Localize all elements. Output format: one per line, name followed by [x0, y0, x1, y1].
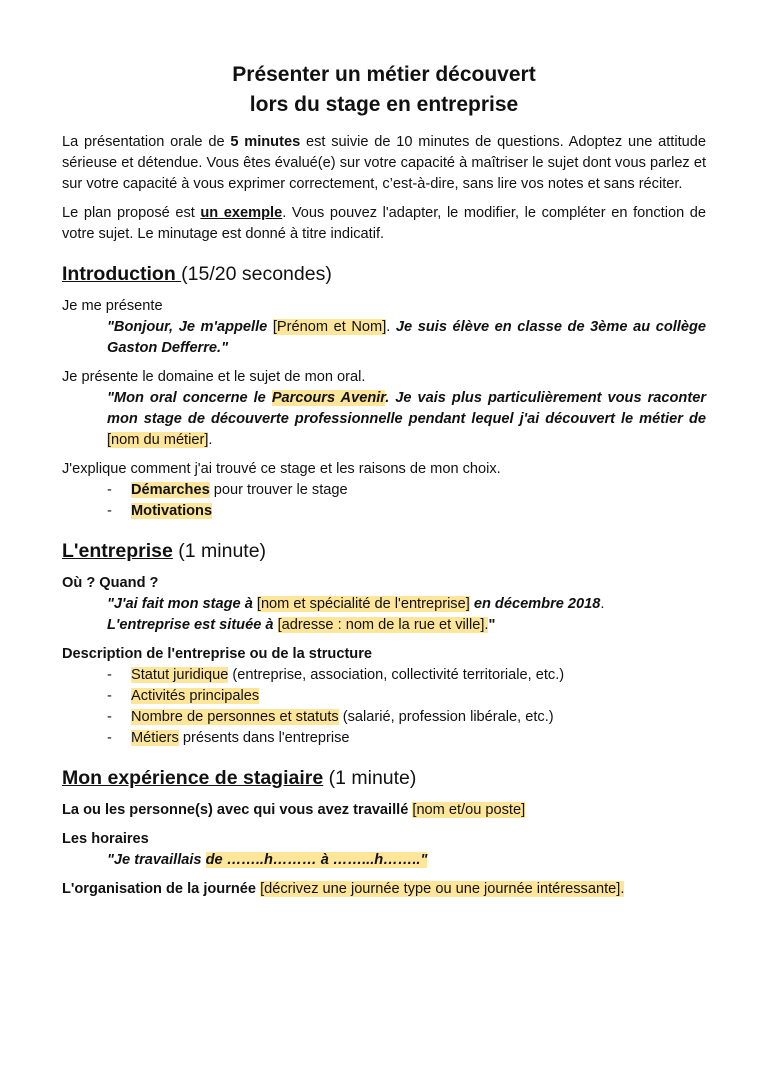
- quote-text: .: [600, 596, 605, 612]
- intro-step-1-quote: [107, 317, 706, 359]
- intro-step-2-quote: [107, 388, 706, 451]
- company-quote-line-1: [107, 594, 706, 615]
- experience-hours-label: Les horaires: [62, 831, 149, 847]
- experience-hours-quote: [107, 850, 706, 871]
- quote-text: "Je travaillais: [107, 852, 206, 868]
- placeholder-highlight: de ……..h……… à ……...h……..": [205, 852, 428, 868]
- intro-text: est suivie de 10 minutes de questions. Adoptez une attitude sérieuse et détendue. Vous êtes évalué(e) sur votre capacité à maîtriser le sujet dont vous parlez et sur votre capacité à vous exprimer correctement, c’est-à-dire, sans lire vos notes et sans réciter.: [62, 134, 706, 192]
- example-emphasis: un exemple: [200, 205, 283, 221]
- heading-text: Introduction: [62, 263, 182, 285]
- list-item-text: (entreprise, association, collectivité territoriale, etc.): [228, 667, 565, 683]
- quote-text: "Bonjour, Je m'appelle: [107, 319, 273, 335]
- dash-bullet: -: [107, 482, 112, 498]
- list-item-highlight: Activités principales: [131, 688, 260, 704]
- list-item-highlight: Démarches: [131, 482, 210, 498]
- placeholder-highlight: [nom et/ou poste]: [412, 802, 526, 818]
- quote-text: .: [208, 432, 213, 448]
- company-description-label: Description de l'entreprise ou de la structure: [62, 646, 373, 662]
- placeholder-highlight: [Prénom et Nom]: [272, 319, 387, 335]
- list-item-highlight: Statut juridique: [131, 667, 229, 683]
- list-item-highlight: Nombre de personnes et statuts: [131, 709, 339, 725]
- intro-text: La présentation orale de: [62, 134, 231, 150]
- placeholder-highlight: Parcours Avenir: [271, 390, 386, 406]
- quote-text: . Je vais plus particulièrement vous raconter mon stage de découverte professionnelle pendant lequel j'ai découvert le métier de: [107, 390, 706, 427]
- intro-step-1-label: Je me présente: [62, 298, 163, 314]
- list-item: [107, 707, 706, 728]
- heading-timing: (1 minute): [172, 540, 267, 562]
- list-item: [107, 480, 706, 501]
- quote-text: en décembre 2018: [469, 596, 601, 612]
- list-item-highlight: Motivations: [131, 503, 213, 519]
- document-title: [62, 60, 706, 120]
- heading-text: Mon expérience de stagiaire: [62, 767, 324, 789]
- dash-bullet: -: [107, 688, 112, 704]
- dash-bullet: -: [107, 730, 112, 746]
- document-page: [62, 60, 706, 908]
- heading-introduction: [62, 261, 706, 287]
- intro-text: . Vous pouvez l'adapter, le modifier, le compléter en fonction de votre sujet. Le minutage est donné à titre indicatif.: [62, 205, 707, 242]
- intro-paragraph-1: [62, 132, 706, 195]
- list-item-text: pour trouver le stage: [209, 482, 348, 498]
- company-where-when-label: Où ? Quand ?: [62, 575, 159, 591]
- quote-text: Je suis élève en classe de 3ème au collège Gaston Defferre.": [107, 319, 707, 356]
- placeholder-highlight: [nom et spécialité de l'entreprise]: [256, 596, 470, 612]
- title-line-1: Présenter un métier découvert: [232, 63, 536, 86]
- company-description-list: [62, 665, 706, 749]
- experience-label: L'organisation de la journée: [62, 881, 261, 897]
- quote-text: .: [386, 319, 396, 335]
- experience-organisation: [62, 879, 706, 900]
- experience-label: La ou les personne(s) avec qui vous avez travaillé: [62, 802, 413, 818]
- quote-text: ": [488, 617, 496, 633]
- heading-timing: (1 minute): [323, 767, 417, 789]
- heading-text: L'entreprise: [62, 540, 173, 562]
- list-item-text: (salarié, profession libérale, etc.): [338, 709, 554, 725]
- title-line-2: lors du stage en entreprise: [249, 93, 519, 116]
- list-item: [107, 665, 706, 686]
- company-quote-line-2: [107, 615, 706, 636]
- intro-text: Le plan proposé est: [62, 205, 201, 221]
- experience-people: [62, 800, 706, 821]
- list-item: [107, 728, 706, 749]
- heading-timing: (15/20 secondes): [181, 263, 332, 285]
- heading-experience: [62, 765, 706, 791]
- quote-text: L'entreprise est située à: [107, 617, 278, 633]
- dash-bullet: -: [107, 503, 112, 519]
- list-item: [107, 501, 706, 522]
- placeholder-highlight: [adresse : nom de la rue et ville].: [277, 617, 489, 633]
- intro-step-2-label: Je présente le domaine et le sujet de mon oral.: [62, 369, 366, 385]
- placeholder-highlight: [décrivez une journée type ou une journée intéressante].: [260, 881, 625, 897]
- heading-company: [62, 538, 706, 564]
- dash-bullet: -: [107, 667, 112, 683]
- quote-text: "Mon oral concerne le: [107, 390, 272, 406]
- list-item: [107, 686, 706, 707]
- intro-step-3-list: [62, 480, 706, 522]
- list-item-text: présents dans l'entreprise: [178, 730, 350, 746]
- intro-paragraph-2: [62, 203, 706, 245]
- duration-emphasis: 5 minutes: [230, 134, 301, 150]
- placeholder-highlight: [nom du métier]: [107, 432, 209, 448]
- dash-bullet: -: [107, 709, 112, 725]
- intro-step-3-label: J'explique comment j'ai trouvé ce stage et les raisons de mon choix.: [62, 461, 501, 477]
- list-item-highlight: Métiers: [131, 730, 179, 746]
- quote-text: "J'ai fait mon stage à: [107, 596, 257, 612]
